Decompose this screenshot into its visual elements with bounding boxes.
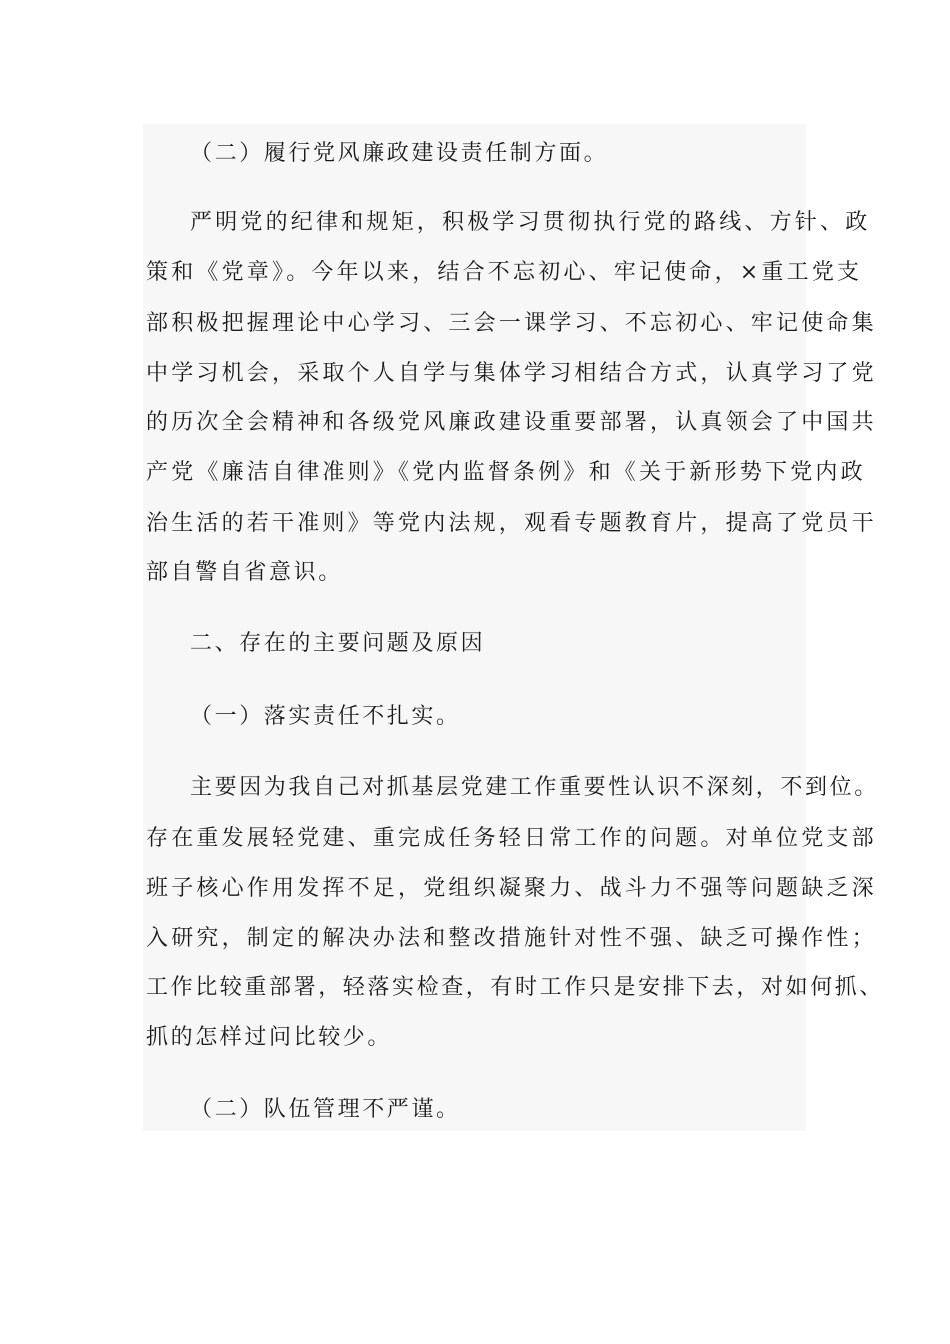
subsection-title: （一）落实责任不扎实。 — [190, 704, 461, 729]
paragraph-line: 的历次全会精神和各级党风廉政建设重要部署，认真领会了中国共 — [146, 410, 877, 435]
section-heading: 二、存在的主要问题及原因 — [190, 631, 486, 656]
paragraph-line: 入研究，制定的解决办法和整改措施针对性不强、缺乏可操作性； — [146, 926, 877, 951]
section-title: （二）履行党风廉政建设责任制方面。 — [190, 141, 609, 166]
paragraph-line: 主要因为我自己对抓基层党建工作重要性认识不深刻，不到位。 — [190, 775, 879, 800]
paragraph-line: 严明党的纪律和规矩，积极学习贯彻执行党的路线、方针、政 — [190, 210, 871, 235]
paragraph-line: 产党《廉洁自律准则》《党内监督条例》和《关于新形势下党内政 — [146, 460, 866, 485]
paragraph-line: 治生活的若干准则》等党内法规，观看专题教育片，提高了党员干 — [146, 511, 877, 536]
paragraph-line: 存在重发展轻党建、重完成任务轻日常工作的问题。对单位党支部 — [146, 826, 877, 851]
paragraph-line: 中学习机会，采取个人自学与集体学习相结合方式，认真学习了党 — [146, 361, 877, 386]
paragraph-line: 部自警自省意识。 — [146, 560, 343, 585]
paragraph-line: 班子核心作用发挥不足，党组织凝聚力、战斗力不强等问题缺乏深 — [146, 876, 877, 901]
paragraph-line: 部积极把握理论中心学习、三会一课学习、不忘初心、牢记使命集 — [146, 311, 877, 336]
paragraph-line: 策和《党章》。今年以来，结合不忘初心、牢记使命，×重工党支 — [146, 260, 863, 285]
paragraph-line: 工作比较重部署，轻落实检查，有时工作只是安排下去，对如何抓、 — [146, 975, 885, 1000]
subsection-title: （二）队伍管理不严谨。 — [190, 1097, 461, 1122]
paragraph-line: 抓的怎样过问比较少。 — [146, 1025, 393, 1050]
